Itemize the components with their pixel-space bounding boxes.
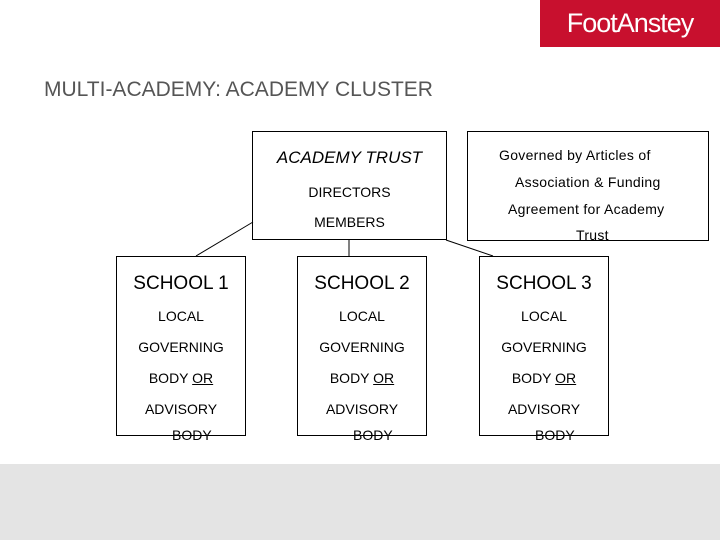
school-2-body-or <box>298 370 426 386</box>
school-1-box <box>116 256 246 443</box>
school-3-governing: GOVERNING <box>501 339 587 355</box>
school-1-or-word: OR <box>192 370 214 386</box>
connector-trust-school-3 <box>446 240 493 256</box>
governance-note-box <box>467 131 709 241</box>
school-1-governing: GOVERNING <box>138 339 224 355</box>
footer-bar <box>0 464 720 540</box>
school-3-or-word: OR <box>555 370 577 386</box>
school-3-advisory: ADVISORY <box>507 401 581 417</box>
school-1-body-or <box>117 370 245 386</box>
slide-title: MULTI-ACADEMY: ACADEMY CLUSTER <box>44 78 433 101</box>
school-1-advisory: ADVISORY <box>144 401 218 417</box>
academy-trust-box <box>252 131 447 240</box>
school-1-title: SCHOOL 1 <box>133 273 229 294</box>
school-2-or-word: OR <box>373 370 395 386</box>
school-2-box <box>297 256 427 443</box>
school-1-body-word: BODY <box>148 370 193 386</box>
school-3-body-or <box>480 370 608 386</box>
school-3-body: BODY <box>535 427 575 443</box>
governance-note-line-4: Trust <box>576 227 609 243</box>
directors-label: DIRECTORS <box>308 184 391 200</box>
members-label: MEMBERS <box>314 214 385 230</box>
school-3-body-word: BODY <box>511 370 556 386</box>
connector-trust-school-1 <box>196 222 253 256</box>
school-3-box <box>479 256 609 443</box>
school-2-body-word: BODY <box>329 370 374 386</box>
school-2-title: SCHOOL 2 <box>314 273 410 294</box>
governance-note-line-1: Governed by Articles of <box>499 147 651 163</box>
academy-trust-heading: ACADEMY TRUST <box>276 148 423 167</box>
school-3-local: LOCAL <box>521 308 567 324</box>
school-2-advisory: ADVISORY <box>325 401 399 417</box>
school-3-title: SCHOOL 3 <box>496 273 592 294</box>
school-2-governing: GOVERNING <box>319 339 405 355</box>
school-2-local: LOCAL <box>339 308 385 324</box>
foot-anstey-logo: FootAnstey <box>540 0 720 47</box>
governance-note-line-2: Association & Funding <box>515 174 661 190</box>
governance-note-line-3: Agreement for Academy <box>508 201 665 217</box>
school-1-local: LOCAL <box>158 308 204 324</box>
school-2-body: BODY <box>353 427 393 443</box>
school-1-body: BODY <box>172 427 212 443</box>
